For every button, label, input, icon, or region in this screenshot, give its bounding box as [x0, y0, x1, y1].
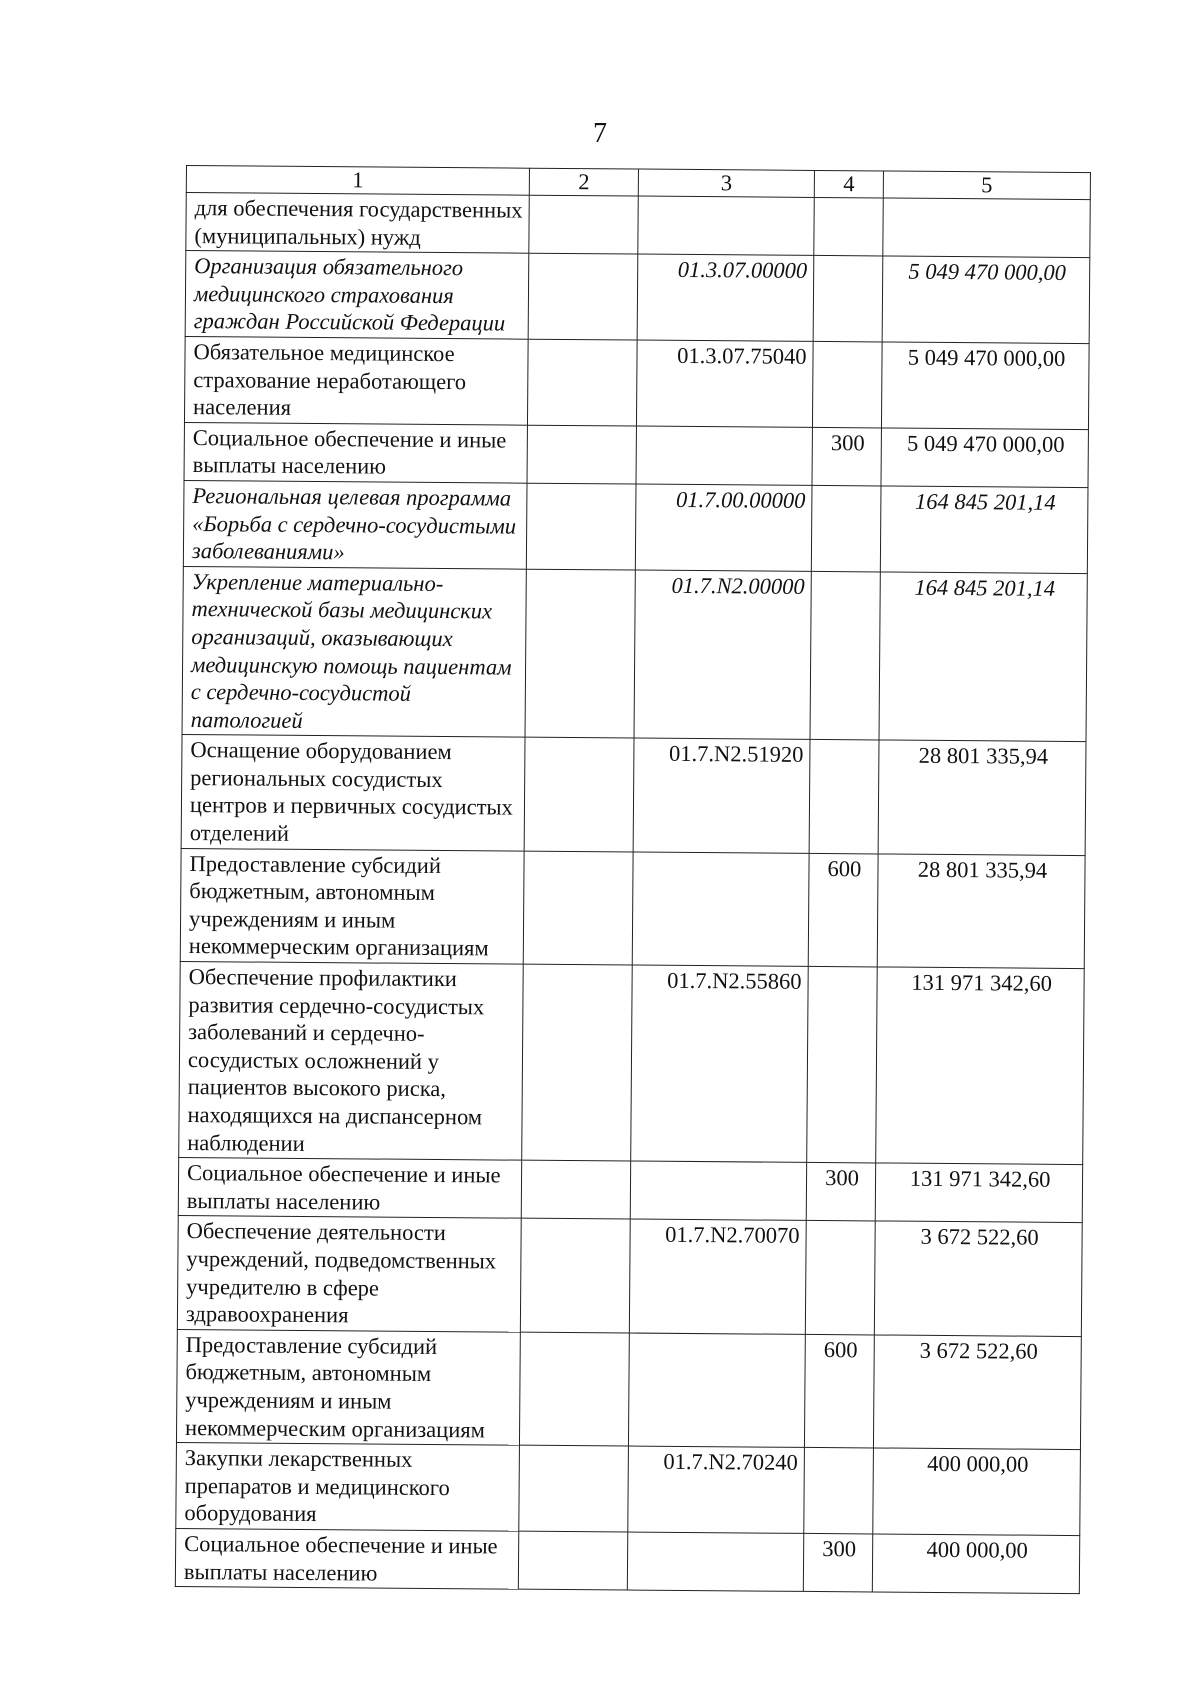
header-col-4: 4	[814, 170, 883, 198]
row-name-cell: Укрепление материально-технической базы медицинских организаций, оказывающих медицинскую помощь пациентам с сердечно-сосудистой патологией	[182, 566, 526, 737]
row-name-cell: Социальное обеспечение и иные выплаты населению	[178, 1158, 521, 1219]
row-code-cell	[636, 426, 812, 486]
row-expense-type-cell	[812, 341, 882, 427]
row-sum-cell: 131 971 342,60	[875, 1163, 1082, 1223]
table-row	[176, 1329, 1081, 1449]
row-col2-cell	[521, 1160, 630, 1219]
table-row	[178, 1158, 1082, 1223]
table-row	[184, 336, 1089, 429]
row-col2-cell	[520, 1219, 630, 1333]
row-expense-type-cell	[814, 197, 883, 256]
table-row	[180, 848, 1085, 968]
row-code-cell: 01.7.N2.70240	[628, 1446, 805, 1533]
row-col2-cell	[519, 1332, 629, 1446]
row-expense-type-cell	[805, 1221, 875, 1335]
row-name-cell: Региональная целевая программа «Борьба с сердечно-сосудистыми заболеваниями»	[183, 480, 527, 568]
table-body	[175, 193, 1090, 1594]
row-name-cell: Обеспечение деятельности учреждений, подведомственных учредителю в сфере здравоохранения	[177, 1216, 521, 1332]
table-row	[182, 566, 1087, 742]
row-code-cell	[638, 196, 814, 256]
table-row	[177, 1216, 1082, 1336]
row-sum-cell: 3 672 522,60	[873, 1335, 1081, 1450]
row-expense-type-cell	[804, 1448, 874, 1534]
row-name-cell: Предоставление субсидий бюджетным, автономным учреждениям и иным некоммерческим организациям	[180, 848, 524, 964]
budget-table	[175, 165, 1091, 1594]
row-code-cell	[627, 1532, 803, 1592]
row-sum-cell: 400 000,00	[873, 1448, 1081, 1535]
row-col2-cell	[518, 1531, 627, 1590]
row-name-cell: Оснащение оборудованием региональных сосудистых центров и первичных сосудистых отделений	[181, 735, 525, 851]
row-sum-cell	[883, 198, 1090, 258]
header-col-5: 5	[883, 171, 1090, 200]
row-name-cell: Социальное обеспечение и иные выплаты населению	[175, 1528, 518, 1589]
table-row	[183, 480, 1088, 573]
table-row	[179, 962, 1085, 1165]
row-code-cell	[628, 1333, 805, 1448]
row-col2-cell	[523, 851, 633, 965]
row-sum-cell: 3 672 522,60	[874, 1221, 1082, 1336]
row-code-cell: 01.7.N2.51920	[633, 738, 810, 853]
row-sum-cell: 28 801 335,94	[877, 854, 1085, 969]
row-sum-cell: 400 000,00	[872, 1534, 1079, 1594]
row-expense-type-cell	[810, 571, 880, 740]
row-name-cell: Закупки лекарственных препаратов и медицинского оборудования	[176, 1443, 520, 1531]
row-sum-cell: 5 049 470 000,00	[881, 342, 1089, 429]
row-name-cell: Социальное обеспечение и иные выплаты населению	[184, 422, 527, 483]
row-name-cell: Обязательное медицинское страхование неработающего населения	[184, 336, 528, 424]
row-col2-cell	[524, 737, 634, 851]
header-col-3: 3	[638, 169, 814, 197]
row-expense-type-cell: 600	[808, 853, 878, 967]
row-col2-cell	[519, 1445, 629, 1532]
row-code-cell: 01.7.N2.55860	[631, 965, 809, 1163]
row-code-cell: 01.7.N2.00000	[634, 570, 811, 740]
header-col-2: 2	[529, 168, 638, 196]
row-name-cell: для обеспечения государственных (муниципальных) нужд	[186, 193, 529, 254]
row-sum-cell: 5 049 470 000,00	[881, 428, 1088, 488]
row-col2-cell	[529, 195, 638, 254]
row-name-cell: Предоставление субсидий бюджетным, автономным учреждениям и иным некоммерческим организациям	[176, 1329, 520, 1445]
row-code-cell: 01.3.07.75040	[636, 340, 813, 427]
table-row	[181, 735, 1086, 855]
row-code-cell	[630, 1161, 806, 1221]
row-code-cell: 01.7.N2.70070	[629, 1219, 806, 1334]
row-name-cell: Организация обязательного медицинского страхования граждан Российской Федерации	[185, 251, 529, 339]
row-col2-cell	[522, 964, 633, 1161]
row-code-cell: 01.7.00.00000	[635, 484, 812, 571]
table-row	[175, 1528, 1079, 1593]
table-row	[185, 251, 1090, 344]
row-expense-type-cell: 300	[806, 1163, 875, 1222]
row-code-cell: 01.3.07.00000	[637, 254, 814, 341]
row-expense-type-cell	[813, 256, 883, 342]
row-sum-cell: 5 049 470 000,00	[882, 256, 1090, 343]
header-col-1: 1	[186, 166, 529, 196]
row-col2-cell	[528, 253, 638, 340]
row-sum-cell: 131 971 342,60	[876, 967, 1085, 1165]
table-row	[176, 1443, 1081, 1536]
row-sum-cell: 164 845 201,14	[880, 486, 1088, 573]
row-expense-type-cell: 600	[804, 1334, 874, 1448]
row-expense-type-cell: 300	[812, 427, 881, 486]
row-col2-cell	[526, 483, 636, 570]
row-sum-cell: 164 845 201,14	[879, 572, 1087, 742]
row-expense-type-cell	[811, 485, 881, 571]
row-col2-cell	[527, 339, 637, 426]
row-name-cell: Обеспечение профилактики развития сердечно-сосудистых заболеваний и сердечно-сосудистых осложнений у пациентов высокого риска, находящихся на диспансерном наблюдении	[179, 962, 524, 1161]
row-expense-type-cell	[809, 740, 879, 854]
row-expense-type-cell: 300	[803, 1533, 872, 1592]
table-row	[184, 422, 1088, 487]
page-number: 7	[593, 118, 607, 149]
row-sum-cell: 28 801 335,94	[878, 740, 1086, 855]
row-code-cell	[632, 852, 809, 967]
row-col2-cell	[525, 569, 635, 738]
table-row	[186, 193, 1090, 258]
row-col2-cell	[527, 425, 636, 484]
row-expense-type-cell	[807, 966, 878, 1163]
